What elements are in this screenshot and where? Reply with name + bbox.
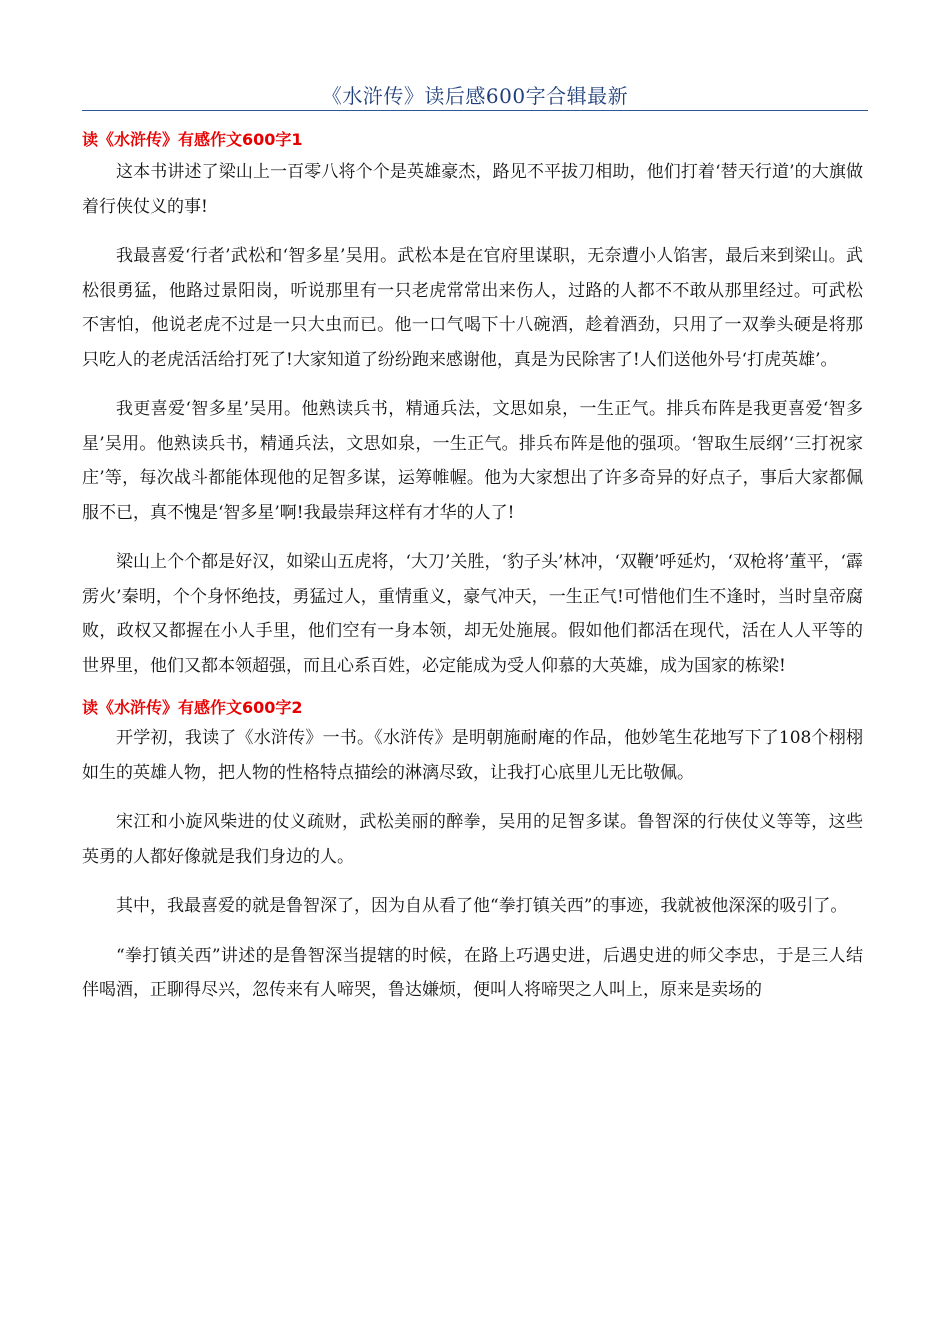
paragraph: 我最喜爱‘行者’武松和‘智多星’吴用。武松本是在官府里谋职，无奈遭小人馅害，最后来到梁山。武松很勇猛，他路过景阳岗，听说那里有一只老虎常常出来伤人，过路的人都不不敢从那里经过。可武松不害怕，他说老虎不过是一只大虫而已。他一口气喝下十八碗酒，趁着酒劲，只用了一双拳头硬是将那只吃人的老虎活活给打死了!大家知道了纷纷跑来感谢他，真是为民除害了!人们送他外号‘打虎英雄’。	[82, 246, 863, 370]
paragraph: 宋江和小旋风柴进的仗义疏财，武松美丽的醉拳，吴用的足智多谋。鲁智深的行侠仗义等等，这些英勇的人都好像就是我们身边的人。	[82, 812, 863, 867]
paragraph: 开学初，我读了《水浒传》一书。《水浒传》是明朝施耐庵的作品，他妙笔生花地写下了108个栩栩如生的英雄人物，把人物的性格特点描绘的淋漓尽致，让我打心底里儿无比敬佩。	[82, 728, 863, 783]
section-heading-2: 读《水浒传》有感作文600字2	[82, 698, 303, 717]
paragraph: 我更喜爱‘智多星’吴用。他熟读兵书，精通兵法，文思如泉，一生正气。排兵布阵是我更喜爱‘智多星’吴用。他熟读兵书，精通兵法，文思如泉，一生正气。排兵布阵是他的强项。‘智取生辰纲’‘三打祝家庄’等，每次战斗都能体现他的足智多谋，运筹帷幄。他为大家想出了许多奇异的好点子，事后大家都佩服不已，真不愧是‘智多星’啊!我最崇拜这样有才华的人了!	[82, 399, 863, 523]
paragraph: “拳打镇关西”讲述的是鲁智深当提辖的时候，在路上巧遇史进，后遇史进的师父李忠，于是三人结伴喝酒，正聊得尽兴，忽传来有人啼哭，鲁达嫌烦，便叫人将啼哭之人叫上，原来是卖场的	[82, 945, 863, 1000]
document-title: 《水浒传》读后感600字合辑最新	[321, 84, 629, 108]
paragraph: 这本书讲述了梁山上一百零八将个个是英雄豪杰，路见不平拔刀相助，他们打着‘替天行道’的大旗做着行侠仗义的事!	[82, 162, 863, 217]
paragraph: 梁山上个个都是好汉，如梁山五虎将，‘大刀’关胜，‘豹子头’林冲，‘双鞭’呼延灼，‘双枪将’董平，‘霹雳火’秦明，个个身怀绝技，勇猛过人，重情重义，豪气冲天，一生正气!可惜他们生不逢时，当时皇帝腐败，政权又都握在小人手里，他们空有一身本领，却无处施展。假如他们都活在现代，活在人人平等的世界里，他们又都本领超强，而且心系百姓，必定能成为受人仰慕的大英雄，成为国家的栋梁!	[82, 552, 863, 676]
title-underline	[82, 110, 868, 111]
document-body	[82, 125, 863, 1008]
section-heading-1: 读《水浒传》有感作文600字1	[82, 130, 303, 149]
paragraph: 其中，我最喜爱的就是鲁智深了，因为自从看了他“拳打镇关西”的事迹，我就被他深深的吸引了。	[116, 896, 848, 916]
